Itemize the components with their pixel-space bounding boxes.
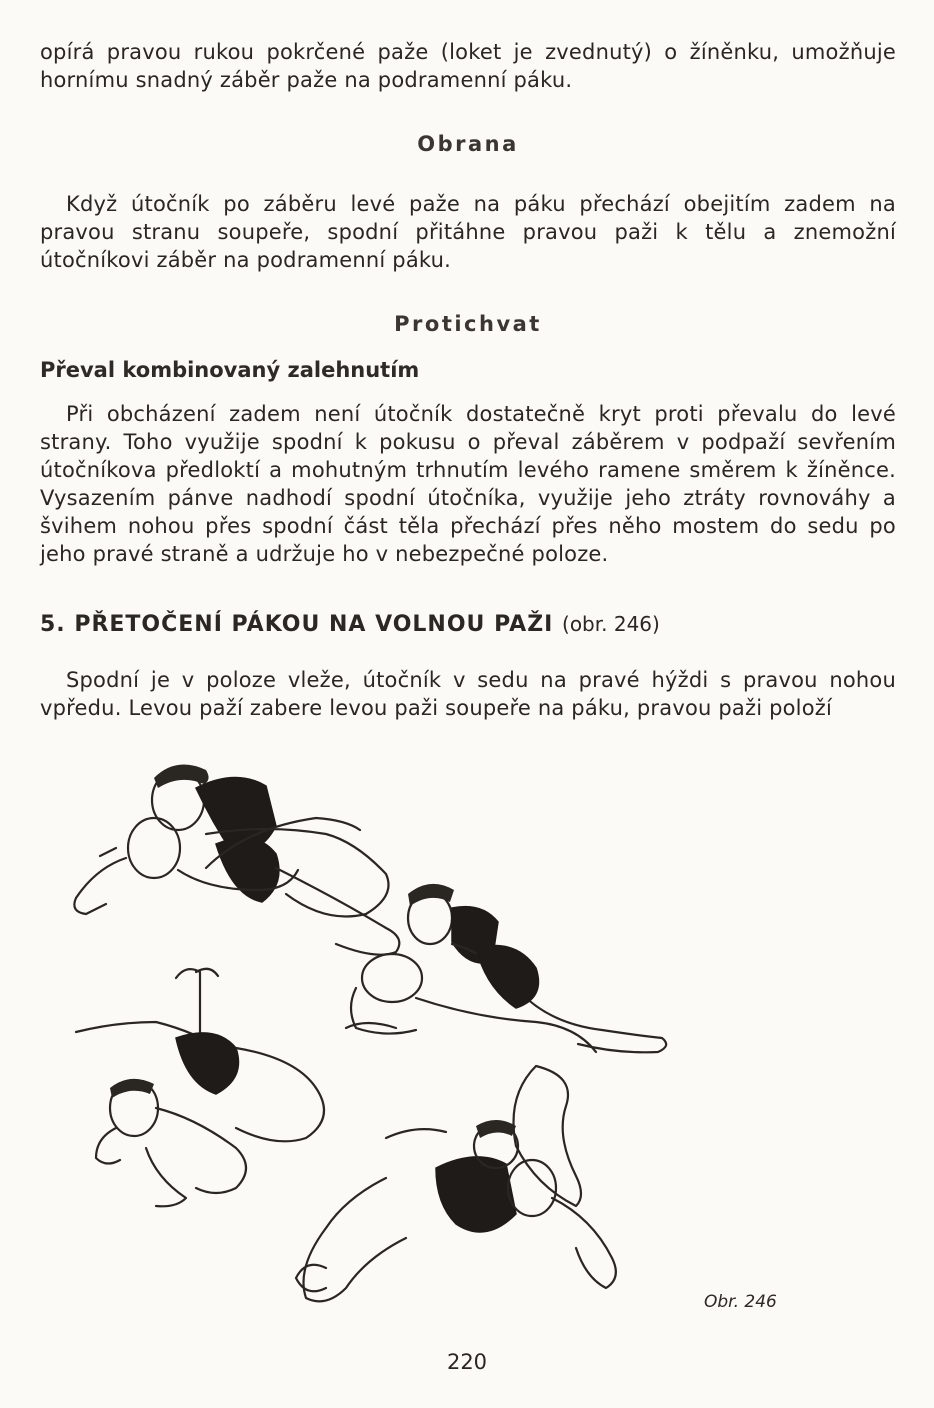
section-heading <box>40 612 896 637</box>
figure-pair-bottom-right <box>296 1066 616 1301</box>
intro-paragraph: opírá pravou rukou pokrčené paže (loket je zvednutý) o žíněnku, umožňuje hornímu snadný záběr paže na podramenní páku. <box>40 40 896 92</box>
section-title: 5. PŘETOČENÍ PÁKOU NA VOLNOU PAŽI <box>40 612 554 637</box>
figure-reference: (obr. 246) <box>562 612 660 636</box>
intro-paragraph-block <box>40 38 896 94</box>
protichvat-paragraph-block <box>40 400 896 568</box>
wrestling-illustration <box>56 748 776 1308</box>
obrana-paragraph-block <box>40 190 896 274</box>
figure-pair-top-left <box>74 765 399 955</box>
obrana-heading: Obrana <box>417 132 519 156</box>
section-paragraph: Spodní je v poloze vleže, útočník v sedu na pravé hýždi s pravou nohou vpředu. Levou paží zabere levou paži soupeře na páku, pravou paži položí <box>40 668 896 720</box>
figure-pair-middle-left <box>76 969 324 1207</box>
protichvat-heading-block <box>40 312 896 336</box>
page-number: 220 <box>446 1350 488 1374</box>
technique-title: Převal kombinovaný zalehnutím <box>40 358 420 382</box>
figure-caption: Obr. 246 <box>704 1292 777 1312</box>
section-paragraph-block <box>40 666 896 722</box>
obrana-paragraph: Když útočník po záběru levé paže na páku přechází obejitím zadem na pravou stranu soupeře, spodní přitáhne pravou paži k tělu a znemožní útočníkovi záběr na podramenní páku. <box>40 192 896 272</box>
figure-pair-top-right <box>346 884 666 1052</box>
section-heading-block <box>40 612 896 637</box>
protichvat-paragraph: Při obcházení zadem není útočník dostatečně kryt proti převalu do levé strany. Toho využije spodní k pokusu o převal záběrem v podpaží sevřením útočníkova předloktí a mohutným trhnutím levého ramene směrem k žíněnce. Vysazením pánve nadhodí spodní útočníka, využije jeho ztráty rovnováhy a švihem nohou přes spodní část těla přechází přes něho mostem do sedu po jeho pravé straně a udržuje ho v nebezpečné poloze. <box>40 402 896 566</box>
technique-title-block <box>40 358 896 382</box>
protichvat-heading: Protichvat <box>394 312 542 336</box>
obrana-heading-block <box>40 132 896 156</box>
